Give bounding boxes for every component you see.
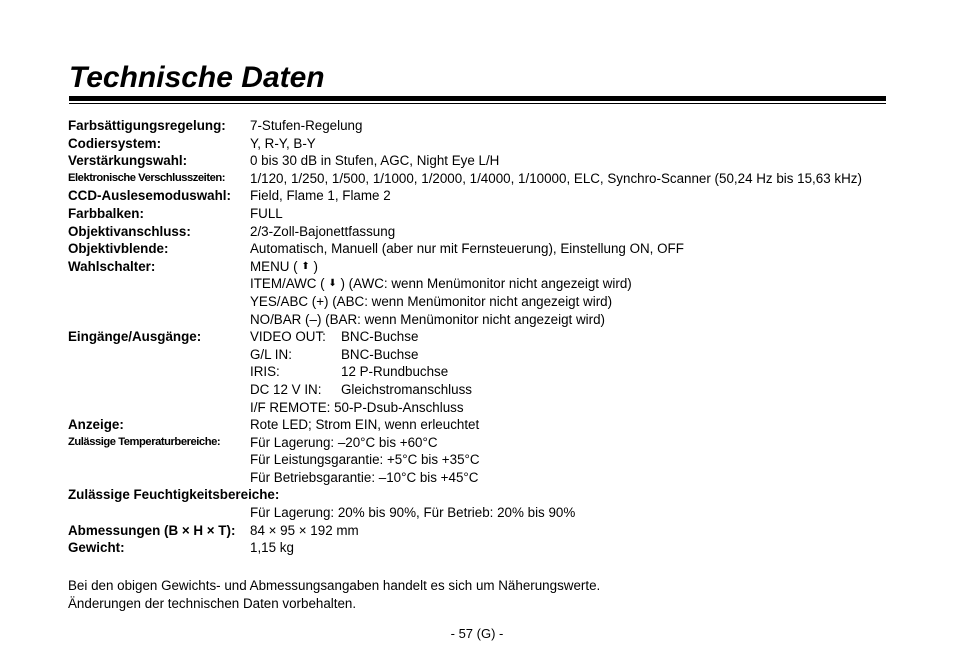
spec-value: FULL [250,205,283,221]
spec-row-eingaenge-remote [68,399,898,417]
spec-label-empty [68,275,250,293]
item-awc-text-end: ) (AWC: wenn Menümonitor nicht angezeigt wird) [340,276,632,292]
spec-value: YES/ABC (+) (ABC: wenn Menümonitor nicht angezeigt wird) [250,293,613,309]
spec-row-eingaenge-gl [68,346,898,364]
spec-row-wahlschalter-no [68,311,898,329]
spec-label-empty [68,363,250,381]
spec-label: Zulässige Temperaturbereiche: [68,435,221,448]
spec-label-empty [68,504,250,522]
spec-row-verstaerkung [68,152,898,170]
spec-label: Objektivblende: [68,241,169,257]
spec-row-abmessungen [68,522,898,540]
spec-label: Elektronische Verschlusszeiten: [68,171,226,184]
menu-text: MENU ( [250,258,298,274]
spec-row-feuchtigkeit [68,486,898,504]
spec-value [250,258,318,276]
spec-label: Zulässige Feuchtigkeitsbereiche: [68,487,280,503]
spec-table [68,117,898,557]
spec-row-wahlschalter [68,258,898,276]
spec-row-wahlschalter-item [68,275,898,293]
spec-value [250,363,448,381]
spec-label: Verstärkungswahl: [68,153,188,169]
spec-label-empty [68,293,250,311]
spec-value: 1/120, 1/250, 1/500, 1/1000, 1/2000, 1/4000, 1/10000, ELC, Synchro-Scanner (50,24 Hz bis 15,63 kHz) [250,170,862,186]
port-type: BNC-Buchse [341,346,419,362]
spec-value: 2/3-Zoll-Bajonettfassung [250,223,396,239]
spec-label: Farbbalken: [68,205,144,221]
spec-row-temperatur-betrieb [68,469,898,487]
spec-label: Abmessungen (B × H × T): [68,522,236,538]
spec-label-empty [68,451,250,469]
spec-label: Farbsättigungsregelung: [68,118,226,133]
spec-row-objektivanschluss [68,223,898,241]
title-rule-thick [69,96,886,101]
spec-label-empty [68,399,250,417]
spec-label-empty [68,311,250,329]
spec-value: Für Lagerung: –20°C bis +60°C [250,434,438,450]
spec-value: Für Leistungsgarantie: +5°C bis +35°C [250,452,480,468]
spec-value: 1,15 kg [250,540,294,556]
item-awc-text: ITEM/AWC ( [250,276,325,292]
spec-row-farbsaettigung [68,117,898,135]
footnotes [68,577,600,612]
spec-label: Wahlschalter: [68,258,156,274]
spec-value [250,346,418,364]
page-number: - 57 (G) - [450,626,504,641]
port-name: VIDEO OUT: [250,329,326,345]
spec-label: Codiersystem: [68,135,162,151]
spec-row-feuchtigkeit-value [68,504,898,522]
spec-row-anzeige [68,416,898,434]
spec-row-eingaenge-video [68,328,898,346]
menu-text-end: ) [313,258,318,274]
spec-label: Gewicht: [68,540,125,556]
arrow-up-icon: ⬆ [301,260,310,272]
footnote-changes: Änderungen der technischen Daten vorbehalten. [68,595,357,611]
spec-row-verschlusszeiten [68,170,898,188]
port-type: BNC-Buchse [341,329,419,345]
spec-value [250,275,632,293]
title-rule-thin [69,103,886,104]
spec-value: I/F REMOTE: 50-P-Dsub-Anschluss [250,399,464,415]
spec-row-eingaenge-iris [68,363,898,381]
footnote-approximate: Bei den obigen Gewichts- und Abmessungsangaben handelt es sich um Näherungswerte. [68,578,601,593]
port-name: IRIS: [250,364,280,380]
port-name: G/L IN: [250,346,292,362]
port-name: DC 12 V IN: [250,381,322,397]
spec-row-objektivblende [68,240,898,258]
spec-row-farbbalken [68,205,898,223]
spec-value: 7-Stufen-Regelung [250,118,363,133]
spec-value: 0 bis 30 dB in Stufen, AGC, Night Eye L/H [250,153,500,169]
spec-row-wahlschalter-yes [68,293,898,311]
spec-label: Eingänge/Ausgänge: [68,329,202,345]
page-title: Technische Daten [69,61,325,94]
spec-row-eingaenge-dc [68,381,898,399]
spec-row-codiersystem [68,135,898,153]
spec-label-empty [68,469,250,487]
spec-value: Für Betriebsgarantie: –10°C bis +45°C [250,469,479,485]
spec-value: 84 × 95 × 192 mm [250,522,359,538]
spec-row-ccd-auslesemodus [68,187,898,205]
spec-value [250,328,418,346]
spec-label-empty [68,381,250,399]
spec-value: NO/BAR (–) (BAR: wenn Menümonitor nicht angezeigt wird) [250,311,605,327]
arrow-down-icon: ⬇ [328,278,337,290]
spec-row-temperatur-lagerung [68,434,898,452]
spec-value [250,381,472,399]
spec-value: Für Lagerung: 20% bis 90%, Für Betrieb: 20% bis 90% [250,505,576,521]
spec-label-empty [68,346,250,364]
port-type: 12 P-Rundbuchse [341,364,449,380]
spec-label: CCD-Auslesemoduswahl: [68,188,231,204]
spec-row-temperatur-leistung [68,451,898,469]
port-type: Gleichstromanschluss [341,381,472,397]
spec-value: Field, Flame 1, Flame 2 [250,188,391,204]
spec-label: Anzeige: [68,417,124,433]
spec-label: Objektivanschluss: [68,223,191,239]
spec-value: Y, R-Y, B-Y [250,135,316,151]
spec-row-gewicht [68,539,898,557]
spec-value: Automatisch, Manuell (aber nur mit Fernsteuerung), Einstellung ON, OFF [250,241,684,257]
spec-value: Rote LED; Strom EIN, wenn erleuchtet [250,417,480,433]
